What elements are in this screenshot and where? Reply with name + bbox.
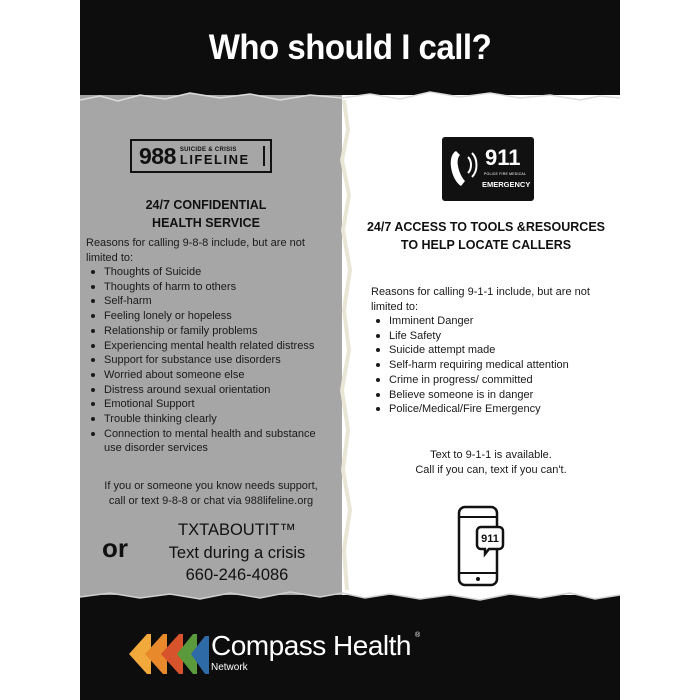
list-item: Connection to mental health and substance use disorder services: [86, 427, 336, 456]
right-reasons-list: [371, 314, 611, 417]
emergency-911-logo: [442, 137, 534, 201]
or-label: or: [102, 533, 128, 563]
left-reasons-list: [86, 265, 336, 456]
list-item: Thoughts of harm to others: [86, 280, 336, 295]
list-item: Believe someone is in danger: [371, 388, 611, 403]
mobile-phone-911-icon: [455, 505, 505, 589]
list-item: Crime in progress/ committed: [371, 373, 611, 388]
list-item: Worried about someone else: [86, 368, 336, 383]
txtaboutit-block: [142, 519, 332, 587]
list-item: Police/Medical/Fire Emergency: [371, 402, 611, 417]
left-footer-text: If you or someone you know needs support, call or text 9-8-8 or chat via 988lifeline.org: [104, 480, 318, 507]
lifeline-big-text: LIFELINE: [179, 151, 250, 167]
compass-health-network: Network: [211, 662, 248, 673]
list-item: Self-harm requiring medical attention: [371, 358, 611, 373]
emergency-label: EMERGENCY: [482, 180, 531, 189]
list-item: Self-harm: [86, 294, 336, 309]
page-title: Who should I call?: [208, 26, 492, 67]
left-heading: 24/7 CONFIDENTIAL HEALTH SERVICE: [145, 198, 267, 230]
list-item: Imminent Danger: [371, 314, 611, 329]
list-item: Support for substance use disorders: [86, 353, 336, 368]
lifeline-988-logo: [130, 139, 272, 173]
list-item: Emotional Support: [86, 397, 336, 412]
registered-mark: ®: [415, 632, 421, 639]
compass-health-logo: [125, 628, 425, 678]
emergency-subtext: POLICE FIRE MEDICAL: [484, 172, 527, 176]
txtaboutit-phone[interactable]: 660-246-4086: [185, 566, 289, 584]
list-item: Experiencing mental health related distress: [86, 339, 336, 354]
list-item: Feeling lonely or hopeless: [86, 309, 336, 324]
phone-handset-icon: [448, 145, 482, 191]
left-intro: Reasons for calling 9-8-8 include, but are not limited to:: [86, 237, 305, 264]
compass-health-name: Compass Health: [211, 630, 411, 661]
lifeline-small-text: SUICIDE & CRISIS: [179, 146, 237, 153]
lifeline-number: 988: [139, 142, 176, 169]
right-heading: 24/7 ACCESS TO TOOLS &RESOURCES TO HELP LOCATE CALLERS: [366, 220, 606, 252]
compass-health-arrows-logo: [125, 628, 209, 678]
list-item: Distress around sexual orientation: [86, 383, 336, 398]
list-item: Suicide attempt made: [371, 343, 611, 358]
list-item: Trouble thinking clearly: [86, 412, 336, 427]
list-item: Life Safety: [371, 329, 611, 344]
txtaboutit-tagline: Text during a crisis: [168, 543, 306, 562]
emergency-number: 911: [485, 145, 521, 170]
list-item: Relationship or family problems: [86, 324, 336, 339]
txtaboutit-name: TXTABOUTIT™: [178, 521, 296, 539]
right-intro: Reasons for calling 9-1-1 include, but are not limited to:: [371, 286, 590, 313]
list-item: Thoughts of Suicide: [86, 265, 336, 280]
text-911-note: Text to 9-1-1 is available. Call if you can, text if you can't.: [415, 449, 567, 476]
phone-911-text: 911: [481, 533, 499, 545]
